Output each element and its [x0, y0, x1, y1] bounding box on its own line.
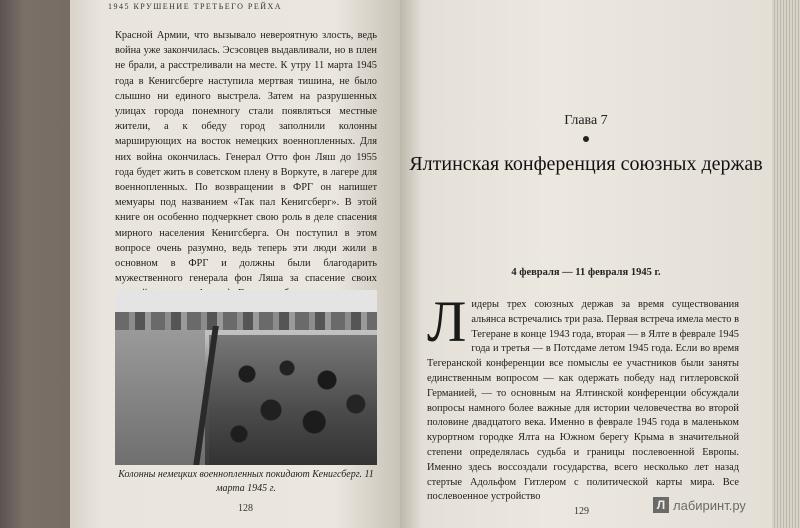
chapter-title: Ялтинская конференция союзных держав [409, 153, 763, 175]
chapter-date-range: 4 февраля — 11 февраля 1945 г. [511, 267, 661, 278]
running-head: 1945 КРУШЕНИЕ ТРЕТЬЕГО РЕЙХА [107, 2, 283, 11]
photo-water [115, 330, 205, 465]
chapter-ornament [583, 136, 589, 142]
photo-skyline [115, 312, 377, 330]
photo-caption: Колонны немецких военнопленных покидают Кенигсберг. 11 марта 1945 г. [118, 469, 374, 494]
photo-crowd [215, 338, 375, 458]
historical-photo [115, 290, 377, 465]
right-page-body [427, 289, 739, 505]
labirint-watermark [653, 494, 746, 516]
right-page-body-text: идеры трех союзных держав за время существования альянса встречались три раза. Первая встреча имела место в Тегеране в конце 1943 года, вторая — в Ялте в феврале 1945 года и третья — в Потсдаме летом 1945 года. Если во время Тегеранской конференции все помыслы ее участников были заняты единственным вопросом — как одержать победу над гитлеровской Германией, — то основным на Ялтинской конференции обсуждали вопросы намного более важные для истории человечества во второй половине двадцатого века. Именно в феврале 1945 года в маленьком курортном городке Ялта на Южном берегу Крыма в значительной степени определялась судьба и границы послевоенной Европы. Именно здесь воссоздали государства, всего несколько лет назад стертые Адольфом Гитлером с политической карты мира. Все послевоенное устройство [427, 299, 739, 503]
labirint-logo-icon: Л [653, 497, 669, 513]
left-page-body: Красной Армии, что вызывало невероятную злость, ведь война уже закончилась. Эсэсовцев выдавливали, но в плен не брали, а расстреливали на месте. К утру 11 марта 1945 года в Кенигсберге наступила мертвая тишина, не было слышно ни единого выстрела. Затем на разрушенных улицах города понемногу стали появляться местные жители, а к обеду город заполнили колонны марширующих на восток немецких военнопленных. Для них война окончилась. Генерал Отто фон Ляш до 1955 года будет жить в советском плену в Воркуте, в лагере для военнопленных. По возвращении в ФРГ он напишет мемуары под названием «Так пал Кенигсберг». В этой книге он особенно подчеркнет свою роль в деле спасения мирного населения Кенигсберга. Он поступил в этом вопросе очень разумно, ведь теперь эти люди жили в основном в ФРГ и должны были благодарить мужественного генерала фон Ляша за спасение своих [115, 30, 377, 285]
right-page-number: 129 [574, 506, 589, 517]
watermark-text: лабиринт.ру [673, 497, 746, 513]
drop-cap: Л [427, 289, 467, 354]
left-page-number: 128 [238, 503, 253, 514]
chapter-label: Глава 7 [564, 113, 608, 128]
page-edges [772, 0, 800, 528]
